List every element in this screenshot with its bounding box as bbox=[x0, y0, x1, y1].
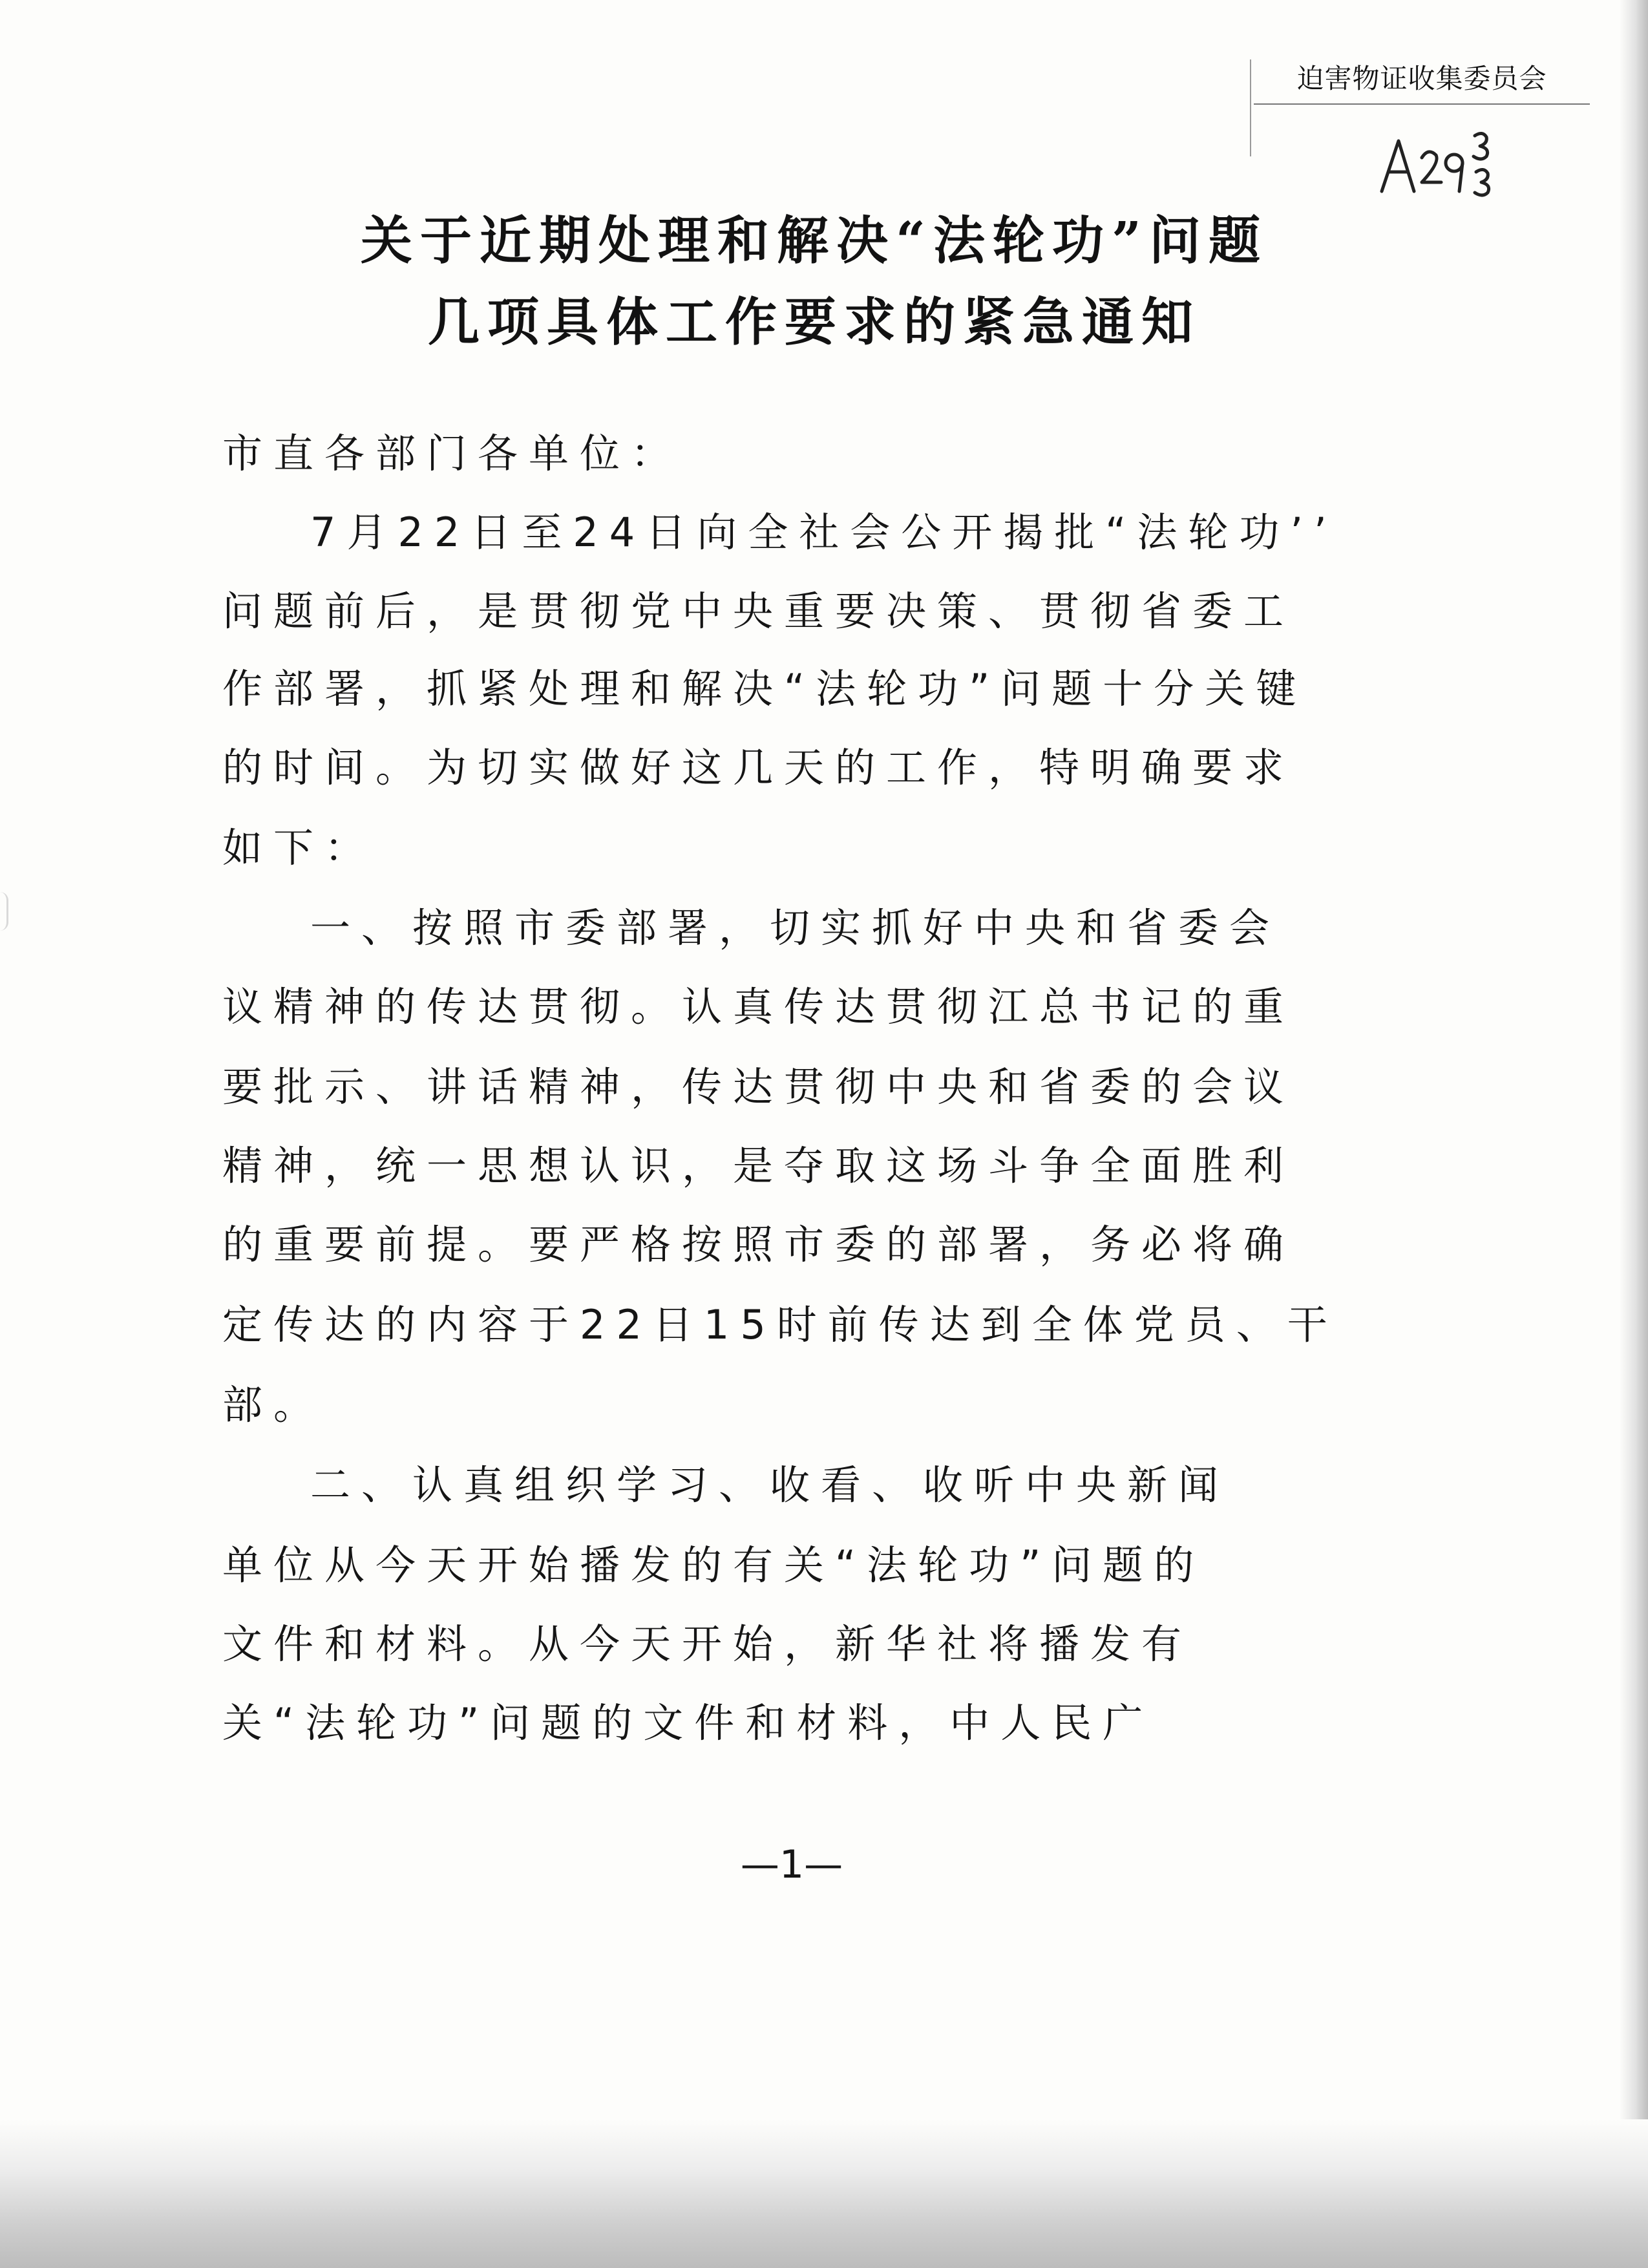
handwritten-code bbox=[1377, 127, 1512, 204]
stamp-label: 迫害物证收集委员会 bbox=[1254, 54, 1590, 105]
scan-mark bbox=[0, 892, 8, 931]
body-line: 要批示、讲话精神，传达贯彻中央和省委的会议 bbox=[222, 1063, 1295, 1110]
document-title-line-1: 关于近期处理和解决“法轮功”问题 bbox=[360, 210, 1269, 271]
body-line: 部。 bbox=[222, 1381, 325, 1428]
scan-edge-bottom bbox=[0, 2119, 1648, 2268]
salutation: 市直各部门各单位： bbox=[222, 430, 682, 477]
body-line: 精神，统一思想认识，是夺取这场斗争全面胜利 bbox=[222, 1142, 1295, 1189]
body-line: 如下： bbox=[222, 824, 376, 871]
body-line: 定传达的内容于22日15时前传达到全体党员、干 bbox=[222, 1301, 1338, 1348]
body-line: 单位从今天开始播发的有关“法轮功”问题的 bbox=[222, 1542, 1205, 1589]
body-line: 问题前后，是贯彻党中央重要决策、贯彻省委工 bbox=[222, 588, 1295, 635]
body-line: 一、按照市委部署，切实抓好中央和省委会 bbox=[310, 904, 1281, 951]
body-line: 的时间。为切实做好这几天的工作，特明确要求 bbox=[222, 744, 1295, 791]
body-line: 作部署，抓紧处理和解决“法轮功”问题十分关键 bbox=[222, 665, 1307, 712]
scan-edge-right bbox=[1620, 0, 1648, 2268]
page-number: —1— bbox=[740, 1842, 843, 1887]
body-line: 7月22日至24日向全社会公开揭批“法轮功’’ bbox=[310, 509, 1338, 556]
body-line: 文件和材料。从今天开始，新华社将播发有 bbox=[222, 1620, 1193, 1668]
body-line: 二、认真组织学习、收看、收听中央新闻 bbox=[310, 1461, 1230, 1509]
body-line: 议精神的传达贯彻。认真传达贯彻江总书记的重 bbox=[222, 983, 1295, 1030]
body-line: 关“法轮功”问题的文件和材料，中人民广 bbox=[222, 1699, 1154, 1746]
body-line: 的重要前提。要严格按照市委的部署，务必将确 bbox=[222, 1221, 1295, 1268]
document-title-line-2: 几项具体工作要求的紧急通知 bbox=[428, 291, 1201, 352]
